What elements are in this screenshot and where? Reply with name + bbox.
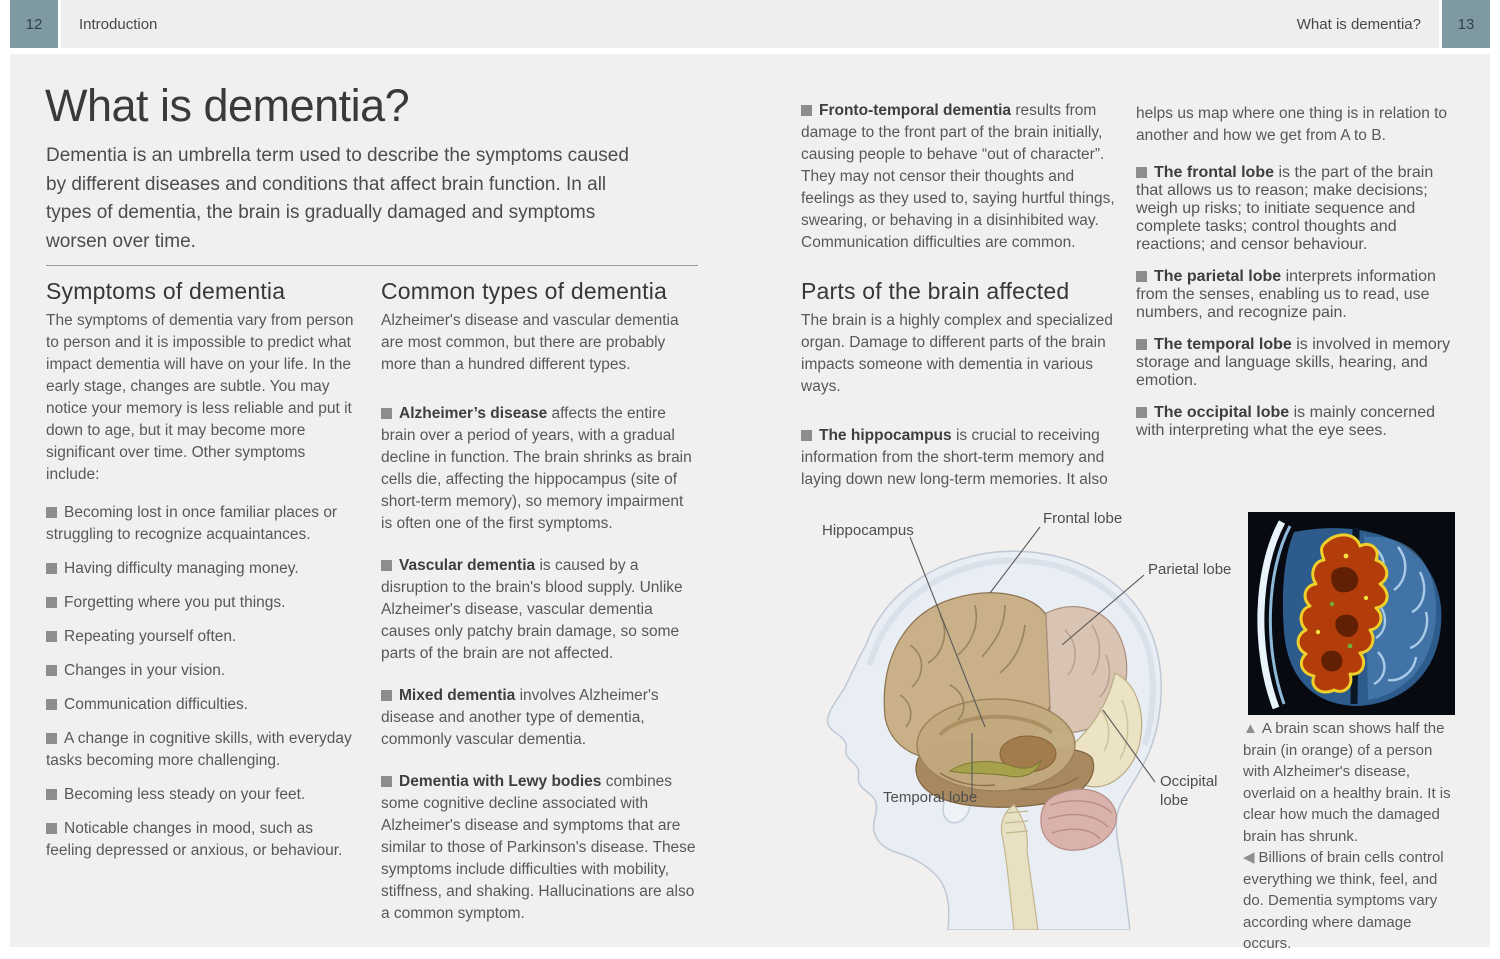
parietal-lobe-label: Parietal lobe <box>1148 561 1232 578</box>
lobe-text: is the part of the brain that allows us to reason; make decisions; weigh up risks; to initiate sequence and complete tasks; control thoughts and reactions; and censor behaviour. <box>1136 164 1434 253</box>
list-item <box>46 818 359 862</box>
occipital-label-line2: lobe <box>1160 792 1189 809</box>
symptom-text: Communication difficulties. <box>64 696 249 713</box>
lobe-item <box>1136 336 1464 390</box>
intro-paragraph: Dementia is an umbrella term used to describe the symptoms caused by different diseases and conditions that affect brain function. In all types of dementia, the brain is gradually damaged and symptoms worsen over time. <box>46 145 629 252</box>
right-section-title: What is dementia? <box>1296 15 1421 33</box>
type-item <box>801 100 1117 254</box>
bullet-square-icon <box>46 597 57 608</box>
type-name: Vascular dementia <box>399 557 536 574</box>
scan-caption <box>1243 718 1461 847</box>
type-text: results from damage to the front part of the brain initially, causing people to behave “out of character”. They may not censor their thoughts and feelings as they used to, saying hurtful things, swearing, or behaving in a disinhibited way. Communication difficulties are common. <box>801 102 1115 251</box>
part-name: The hippocampus <box>819 427 952 444</box>
fronto-block <box>801 100 1117 266</box>
list-item <box>46 502 359 546</box>
bullet-square-icon <box>46 631 57 642</box>
type-text: is caused by a disruption to the brain's blood supply. Unlike Alzheimer's disease, vascular dementia causes only patchy brain damage, so some parts of the brain are not affected. <box>381 557 683 662</box>
type-text: involves Alzheimer's disease and another type of dementia, commonly vascular dementia. <box>381 687 659 748</box>
bullet-square-icon <box>46 823 57 834</box>
cells-caption <box>1243 847 1461 955</box>
parts-body: The brain is a highly complex and specialized organ. Damage to different parts of the brain impacts someone with dementia in various ways. <box>801 312 1113 395</box>
lobe-item <box>1136 268 1464 322</box>
symptom-text: Repeating yourself often. <box>64 628 237 645</box>
right-page-number: 13 <box>1442 0 1490 48</box>
left-page-number: 12 <box>10 0 58 48</box>
type-name: Alzheimer’s disease <box>399 405 548 422</box>
symptom-text: A change in cognitive skills, with everyday tasks becoming more challenging. <box>46 730 352 769</box>
bullet-square-icon <box>381 408 392 419</box>
up-triangle-icon: ▲ <box>1243 720 1258 737</box>
page-header <box>10 0 1490 48</box>
symptom-text: Changes in your vision. <box>64 662 226 679</box>
type-item <box>381 771 697 925</box>
bullet-square-icon <box>381 690 392 701</box>
left-section-title: Introduction <box>79 15 158 33</box>
bullet-square-icon <box>1136 167 1147 178</box>
lobe-text: is mainly concerned with interpreting what the eye sees. <box>1136 404 1435 439</box>
bullet-square-icon <box>1136 407 1147 418</box>
occipital-lobe-label <box>1160 772 1218 810</box>
bullet-square-icon <box>381 560 392 571</box>
lobe-item <box>1136 164 1464 254</box>
divider-rule <box>46 265 698 266</box>
bullet-square-icon <box>46 733 57 744</box>
part-text: is crucial to receiving information from the short-term memory and laying down new long-term memories. It also <box>801 427 1108 488</box>
bullet-square-icon <box>46 665 57 676</box>
list-item <box>46 694 359 716</box>
brain-scan-image <box>1248 512 1455 715</box>
header-bar <box>61 0 1439 48</box>
types-heading: Common types of dementia <box>381 278 668 304</box>
bullet-square-icon <box>46 563 57 574</box>
types-column <box>381 278 697 937</box>
type-item <box>381 403 697 535</box>
symptoms-list <box>46 502 359 862</box>
type-text: combines some cognitive decline associated with Alzheimer's disease and symptoms that are similar to those of Parkinson's disease. These symptoms include difficulties with mobility, stiffness, and shaking. Hallucinations are also a common symptom. <box>381 773 696 922</box>
symptom-text: Noticable changes in mood, such as feeling depressed or anxious, or behaviour. <box>46 820 343 859</box>
symptom-text: Forgetting where you put things. <box>64 594 286 611</box>
bullet-square-icon <box>801 105 812 116</box>
symptom-text: Becoming less steady on your feet. <box>64 786 306 803</box>
bullet-square-icon <box>1136 339 1147 350</box>
cells-caption-text: Billions of brain cells control everything we think, feel, and do. Dementia symptoms vary according where damage occurs. <box>1243 849 1444 952</box>
type-item <box>381 685 697 751</box>
type-name: Mixed dementia <box>399 687 516 704</box>
list-item <box>46 592 359 614</box>
hippocampus-item <box>801 425 1117 491</box>
bullet-square-icon <box>1136 271 1147 282</box>
scan-caption-text: A brain scan shows half the brain (in orange) of a person with Alzheimer's disease, overlaid on a healthy brain. It is clear how much the damaged brain has shrunk. <box>1243 720 1451 845</box>
list-item <box>46 728 359 772</box>
parts-heading: Parts of the brain affected <box>801 278 1070 304</box>
type-item <box>381 555 697 665</box>
lobe-name: The frontal lobe <box>1154 164 1274 181</box>
occipital-label-line1: Occipital <box>1160 773 1218 790</box>
list-item <box>46 626 359 648</box>
page-title: What is dementia? <box>45 80 410 131</box>
bullet-square-icon <box>801 430 812 441</box>
types-body: Alzheimer's disease and vascular dementia are most common, but there are probably more than a hundred different types. <box>381 312 679 373</box>
temporal-lobe-label: Temporal lobe <box>883 789 978 806</box>
symptoms-column <box>46 278 359 874</box>
lobes-column <box>1136 103 1464 453</box>
bullet-square-icon <box>381 776 392 787</box>
lobe-name: The temporal lobe <box>1154 336 1292 353</box>
symptoms-heading: Symptoms of dementia <box>46 278 286 304</box>
left-triangle-icon: ◀ <box>1243 849 1255 866</box>
hippocampus-label: Hippocampus <box>822 522 914 539</box>
symptom-text: Having difficulty managing money. <box>64 560 299 577</box>
hippocampus-continuation: helps us map where one thing is in relation to another and how we get from A to B. <box>1136 105 1448 144</box>
lobe-text: is involved in memory storage and language skills, hearing, and emotion. <box>1136 336 1451 389</box>
bullet-square-icon <box>46 699 57 710</box>
type-name: Dementia with Lewy bodies <box>399 773 602 790</box>
list-item <box>46 558 359 580</box>
parts-column <box>801 278 1117 503</box>
symptoms-body: The symptoms of dementia vary from person to person and it is impossible to predict what impact dementia will have on your life. In the early stage, changes are subtle. You may notice your memory is less reliable and put it down to age, but it may become more significant over time. Other symptoms include: <box>46 312 354 483</box>
type-name: Fronto-temporal dementia <box>819 102 1012 119</box>
bullet-square-icon <box>46 789 57 800</box>
bullet-square-icon <box>46 507 57 518</box>
list-item <box>46 660 359 682</box>
symptom-text: Becoming lost in once familiar places or struggling to recognize acquaintances. <box>46 504 338 543</box>
lobe-name: The parietal lobe <box>1154 268 1282 285</box>
lobe-text: interprets information from the senses, enabling us to read, use numbers, and recognize pain. <box>1136 268 1436 321</box>
frontal-lobe-label: Frontal lobe <box>1043 510 1123 527</box>
list-item <box>46 784 359 806</box>
lobe-item <box>1136 404 1464 440</box>
lobe-name: The occipital lobe <box>1154 404 1290 421</box>
type-text: affects the entire brain over a period of years, with a gradual decline in function. The brain shrinks as brain cells die, affecting the hippocampus (site of short-term memory), so memory impairment is often one of the first symptoms. <box>381 405 692 532</box>
page-canvas <box>10 54 1490 952</box>
